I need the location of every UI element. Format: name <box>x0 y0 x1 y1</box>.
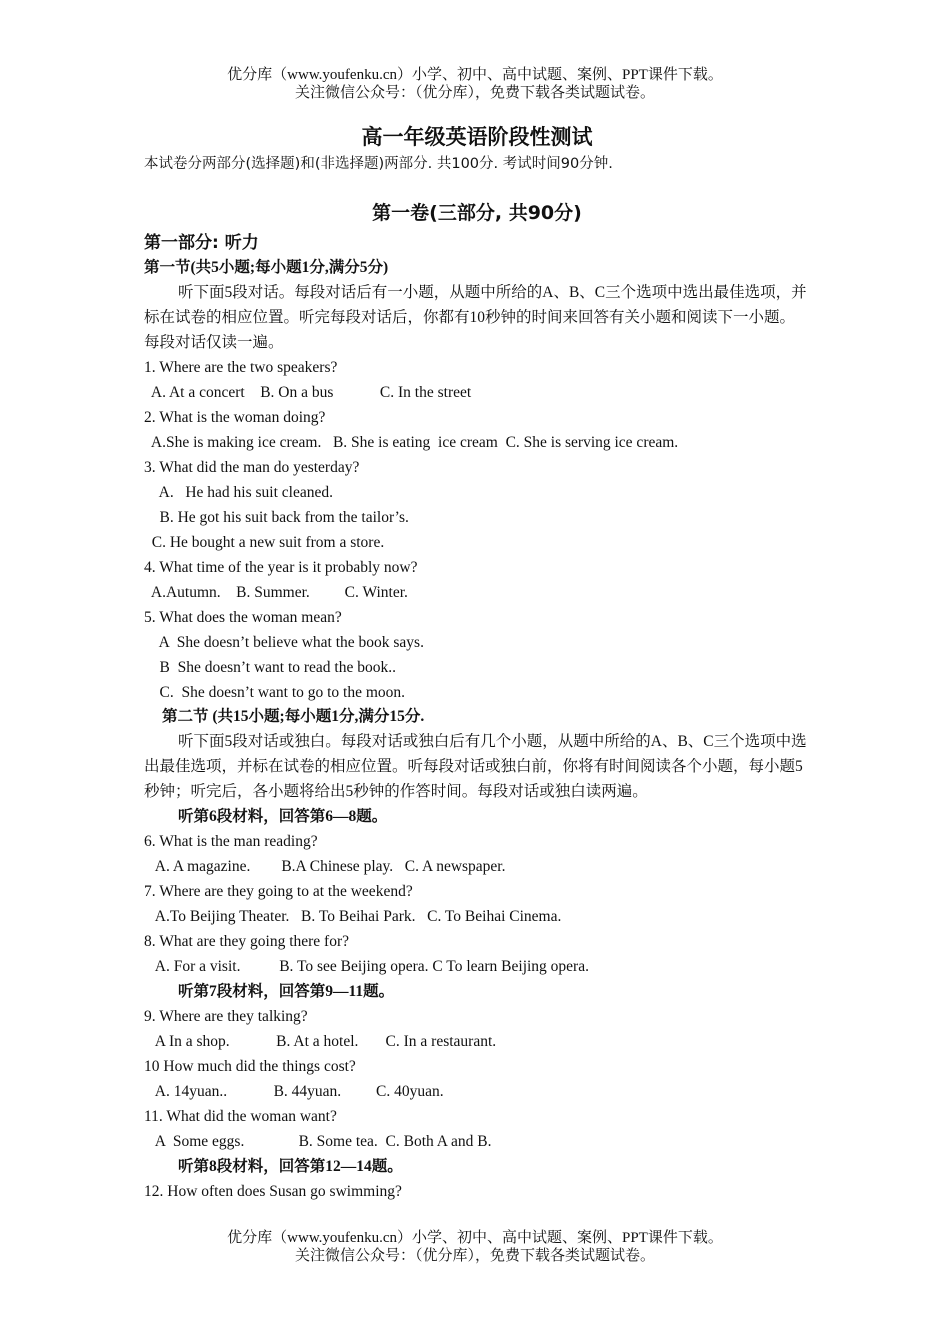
volume-heading: 第一卷(三部分, 共90分) <box>372 202 582 224</box>
question-3: 3. What did the man do yesterday? <box>144 459 360 476</box>
material-7-heading: 听第7段材料，回答第9—11题。 <box>178 983 395 1000</box>
material-6-heading: 听第6段材料，回答第6—8题。 <box>178 808 388 825</box>
exam-title: 高一年级英语阶段性测试 <box>361 125 593 149</box>
question-9: 9. Where are they talking? <box>144 1008 308 1025</box>
question-11-options: A Some eggs. B. Some tea. C. Both A and B. <box>144 1133 492 1150</box>
question-1-options: A. At a concert B. On a bus C. In the street <box>144 384 472 401</box>
header-line-2: 关注微信公众号：（优分库），免费下载各类试题试卷。 <box>294 85 655 101</box>
question-2: 2. What is the woman doing? <box>144 409 326 426</box>
question-5-option-a: A She doesn’t believe what the book says. <box>144 634 424 651</box>
question-6-options: A. A magazine. B.A Chinese play. C. A newspaper. <box>144 858 506 875</box>
header-line-1: 优分库（www.youfenku.cn）小学、初中、高中试题、案例、PPT课件下载。 <box>227 67 723 83</box>
material-8-heading: 听第8段材料，回答第12—14题。 <box>178 1158 403 1175</box>
question-4-options: A.Autumn. B. Summer. C. Winter. <box>144 584 408 601</box>
question-5-option-b: B She doesn’t want to read the book.. <box>144 659 396 676</box>
question-9-options: A In a shop. B. At a hotel. C. In a restaurant. <box>144 1033 497 1050</box>
question-12: 12. How often does Susan go swimming? <box>144 1183 402 1200</box>
section2-heading: 第二节 (共15小题;每小题1分,满分15分. <box>162 708 425 725</box>
footer-line-1: 优分库（www.youfenku.cn）小学、初中、高中试题、案例、PPT课件下载。 <box>227 1230 723 1246</box>
question-2-options: A.She is making ice cream. B. She is eating ice cream C. She is serving ice cream. <box>144 434 679 451</box>
question-10-options: A. 14yuan.. B. 44yuan. C. 40yuan. <box>144 1083 444 1100</box>
part-heading: 第一部分: 听力 <box>144 233 259 253</box>
question-1: 1. Where are the two speakers? <box>144 359 338 376</box>
question-5-option-c: C. She doesn’t want to go to the moon. <box>144 684 406 701</box>
page-footer <box>0 1229 950 1265</box>
exam-intro: 本试卷分两部分(选择题)和(非选择题)两部分. 共100分. 考试时间90分钟. <box>144 156 613 172</box>
question-8-options: A. For a visit. B. To see Beijing opera. C To learn Beijing opera. <box>144 958 589 975</box>
exam-content <box>144 120 810 1204</box>
question-3-option-c: C. He bought a new suit from a store. <box>144 534 385 551</box>
question-7-options: A.To Beijing Theater. B. To Beihai Park. C. To Beihai Cinema. <box>144 908 562 925</box>
page-header <box>0 66 950 102</box>
question-5: 5. What does the woman mean? <box>144 609 342 626</box>
question-10: 10 How much did the things cost? <box>144 1058 356 1075</box>
question-6: 6. What is the man reading? <box>144 833 318 850</box>
question-3-option-a: A. He had his suit cleaned. <box>144 484 333 501</box>
section1-heading: 第一节(共5小题;每小题1分,满分5分) <box>144 259 389 276</box>
footer-line-2: 关注微信公众号：（优分库），免费下载各类试题试卷。 <box>294 1248 655 1264</box>
question-7: 7. Where are they going to at the weekend? <box>144 883 413 900</box>
question-3-option-b: B. He got his suit back from the tailor’s. <box>144 509 409 526</box>
question-8: 8. What are they going there for? <box>144 933 350 950</box>
section2-instructions: 听下面5段对话或独白。每段对话或独白后有几个小题，从题中所给的A、B、C三个选项中选出最佳选项，并标在试卷的相应位置。听每段对话或独白前，你将有时间阅读各个小题，每小题5秒钟；听完后，各小题将给出5秒钟的作答时间。每段对话或独白读两遍。 <box>144 733 807 800</box>
section1-instructions: 听下面5段对话。每段对话后有一小题，从题中所给的A、B、C三个选项中选出最佳选项，并标在试卷的相应位置。听完每段对话后，你都有10秒钟的时间来回答有关小题和阅读下一小题。每段对话仅读一遍。 <box>144 284 807 351</box>
question-4: 4. What time of the year is it probably now? <box>144 559 418 576</box>
question-11: 11. What did the woman want? <box>144 1108 337 1125</box>
